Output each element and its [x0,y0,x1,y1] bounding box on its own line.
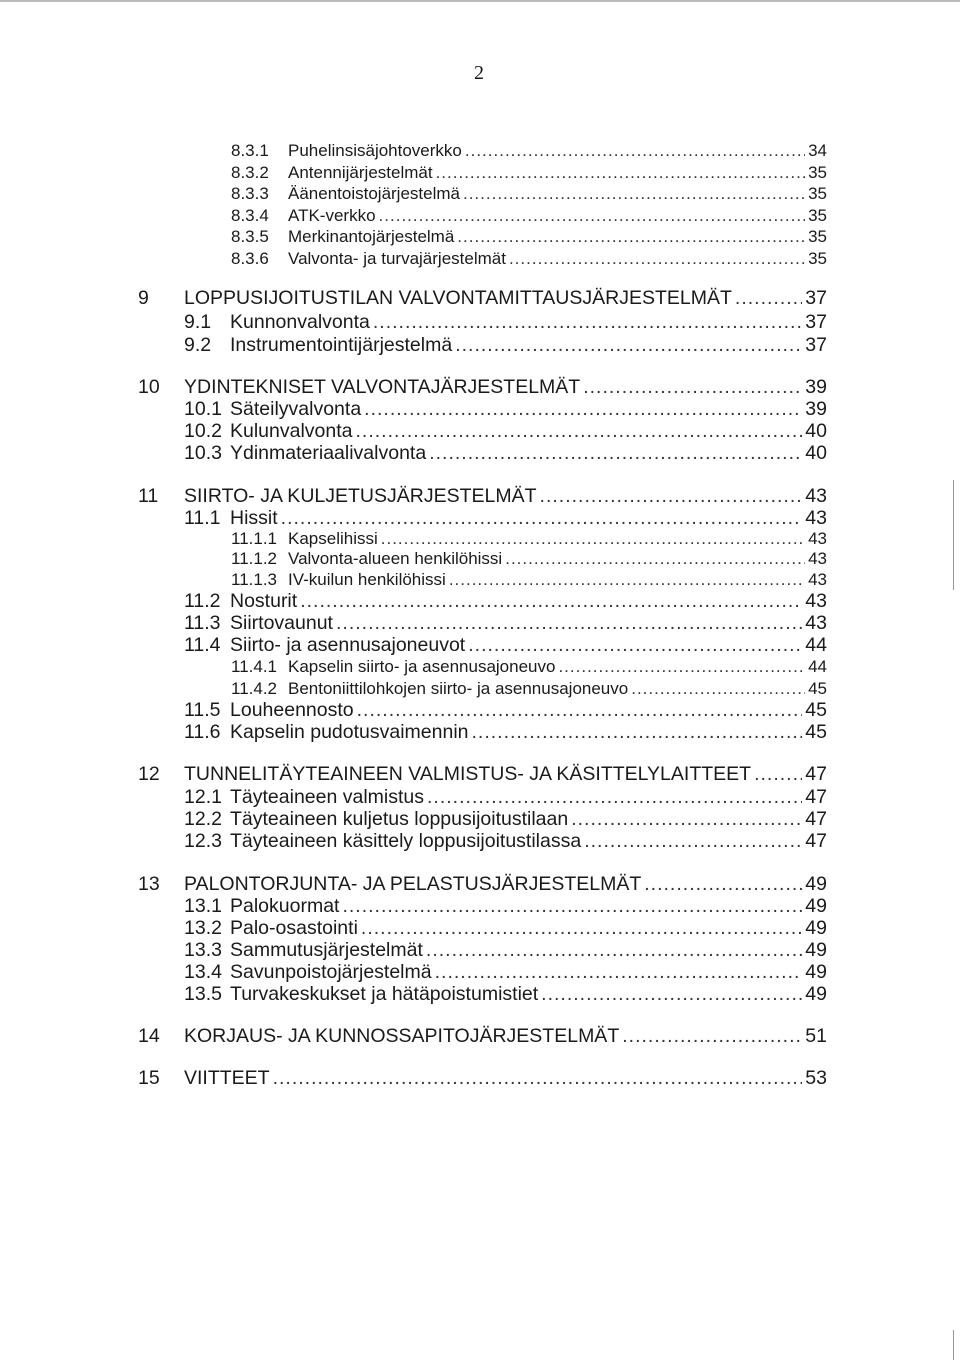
toc-entry[interactable] [138,487,827,507]
toc-entry-title: Kapselin pudotusvaimennin [230,721,469,743]
toc-entry-page: 53 [805,1067,827,1089]
toc-dot-leader [509,250,805,267]
toc-entry-page: 35 [808,184,827,203]
toc-entry[interactable] [231,250,827,267]
toc-entry[interactable] [184,832,827,852]
toc-dot-leader [468,636,802,656]
toc-entry-page: 43 [805,612,827,634]
toc-entry[interactable] [184,336,827,356]
toc-entry-number: 13.5 [184,983,222,1005]
toc-entry-page: 39 [805,398,827,420]
toc-entry-number: 13.3 [184,939,222,961]
toc-entry-number: 12.2 [184,808,222,830]
toc-entry-page: 47 [805,786,827,808]
toc-entry-title: Turvakeskukset ja hätäpoistumistiet [230,983,539,1005]
toc-entry-page: 37 [805,311,827,333]
toc-entry-page: 40 [805,420,827,442]
toc-entry[interactable] [184,897,827,917]
toc-entry-page: 47 [805,763,827,785]
toc-entry-title: Täyteaineen käsittely loppusijoitustilassa [230,830,582,852]
toc-entry[interactable] [184,509,827,529]
toc-entry-page: 49 [805,873,827,895]
toc-entry-number: 14 [138,1025,160,1047]
toc-entry-page: 43 [805,507,827,529]
toc-dot-leader [457,228,805,245]
toc-entry[interactable] [184,985,827,1005]
toc-entry-number: 8.3.2 [231,163,269,182]
toc-entry-number: 10.2 [184,420,222,442]
toc-entry-number: 9.1 [184,311,212,333]
toc-entry-number: 13.4 [184,961,222,983]
toc-dot-leader [379,207,806,224]
toc-entry[interactable] [231,680,827,697]
toc-entry[interactable] [231,571,827,588]
toc-dot-leader [381,530,805,547]
toc-entry-page: 35 [808,249,827,268]
toc-entry-page: 35 [808,163,827,182]
toc-dot-leader [584,832,802,852]
toc-entry[interactable] [184,723,827,743]
toc-entry[interactable] [231,185,827,202]
toc-entry-number: 12.1 [184,786,222,808]
toc-entry-page: 47 [805,830,827,852]
toc-entry-number: 11.1 [184,507,221,529]
toc-entry-page: 45 [808,679,827,698]
page-number: 2 [474,62,484,84]
toc-entry-page: 37 [805,334,827,356]
toc-entry-title: LOPPUSIJOITUSTILAN VALVONTAMITTAUSJÄRJESTELMÄT [184,287,732,309]
toc-entry-title: Kulunvalvonta [230,420,353,442]
toc-dot-leader [356,422,803,442]
toc-dot-leader [583,378,802,398]
toc-entry-title: Nosturit [230,590,298,612]
toc-entry-number: 9.2 [184,334,212,356]
toc-dot-leader [735,289,802,309]
toc-dot-leader [273,1069,803,1089]
toc-entry[interactable] [231,530,827,547]
toc-entry-number: 8.3.3 [231,184,269,203]
toc-entry-title: Siirtovaunut [230,612,333,634]
toc-entry-number: 11.4 [184,634,221,656]
toc-entry[interactable] [184,701,827,721]
toc-entry-page: 47 [805,808,827,830]
toc-dot-leader [281,509,803,529]
toc-entry-page: 37 [805,287,827,309]
toc-entry-page: 45 [805,721,827,743]
toc-entry[interactable] [138,289,827,309]
toc-entry-title: IV-kuilun henkilöhissi [288,570,446,589]
toc-entry-number: 11.4.1 [231,657,278,676]
toc-entry-number: 11.2 [184,590,221,612]
toc-dot-leader [571,810,802,830]
toc-entry-number: 13.1 [184,895,222,917]
toc-entry[interactable] [231,142,827,159]
toc-dot-leader [754,765,802,785]
toc-entry-title: Sammutusjärjestelmät [230,939,423,961]
toc-entry-number: 15 [138,1067,160,1089]
toc-entry-title: Palo-osastointi [230,917,358,939]
toc-entry[interactable] [138,1027,827,1047]
toc-entry-number: 8.3.4 [231,206,269,225]
toc-dot-leader [426,941,802,961]
toc-entry-title: Merkinantojärjestelmä [288,227,455,246]
toc-entry-page: 43 [805,590,827,612]
toc-dot-leader [540,487,803,507]
toc-entry-title: Kapselihissi [288,529,378,548]
toc-entry[interactable] [231,164,827,181]
toc-entry-number: 12.3 [184,830,222,852]
toc-dot-leader [300,592,802,612]
toc-entry-title: PALONTORJUNTA- JA PELASTUSJÄRJESTELMÄT [184,873,642,895]
toc-entry-title: ATK-verkko [288,206,376,225]
toc-dot-leader [455,336,802,356]
toc-entry-title: Instrumentointijärjestelmä [230,334,453,356]
toc-entry-page: 34 [808,141,827,160]
toc-entry-number: 12 [138,763,160,785]
toc-entry[interactable] [184,636,827,656]
toc-dot-leader [631,680,805,697]
toc-dot-leader [541,985,802,1005]
toc-entry-title: KORJAUS- JA KUNNOSSAPITOJÄRJESTELMÄT [184,1025,620,1047]
toc-entry-number: 11.5 [184,699,221,721]
toc-entry-number: 13.2 [184,917,222,939]
toc-entry-title: Siirto- ja asennusajoneuvot [230,634,466,656]
toc-entry-title: Äänentoistojärjestelmä [288,184,460,203]
toc-entry-title: VIITTEET [184,1067,270,1089]
toc-dot-leader [435,963,803,983]
toc-entry-number: 13 [138,873,160,895]
toc-dot-leader [622,1027,802,1047]
toc-entry[interactable] [231,550,827,567]
toc-entry-title: Valvonta- ja turvajärjestelmät [288,249,506,268]
toc-entry[interactable] [138,765,827,785]
toc-entry-page: 49 [805,895,827,917]
toc-entry-title: Hissit [230,507,278,529]
toc-entry-number: 11.3 [184,612,221,634]
toc-entry[interactable] [184,444,827,464]
toc-entry-page: 43 [805,485,827,507]
toc-entry-number: 10 [138,376,160,398]
toc-dot-leader [505,550,805,567]
toc-entry-page: 49 [805,917,827,939]
toc-entry-page: 40 [805,442,827,464]
toc-entry-page: 51 [805,1025,827,1047]
toc-entry-title: Täyteaineen valmistus [230,786,425,808]
toc-entry-number: 9 [138,287,149,309]
toc-dot-leader [463,185,805,202]
toc-entry-page: 35 [808,227,827,246]
toc-entry[interactable] [184,788,827,808]
toc-entry[interactable] [184,941,827,961]
toc-entry-title: Kunnonvalvonta [230,311,370,333]
toc-entry-title: SIIRTO- JA KULJETUSJÄRJESTELMÄT [184,485,537,507]
toc-entry-number: 11.4.2 [231,679,278,698]
toc-entry-page: 35 [808,206,827,225]
toc-entry-title: Antennijärjestelmät [288,163,433,182]
toc-entry[interactable] [184,919,827,939]
toc-entry-number: 11.6 [184,721,221,743]
toc-entry-page: 44 [808,657,827,676]
toc-entry-number: 11.1.1 [231,529,278,548]
toc-dot-leader [558,658,805,675]
toc-entry-title: Valvonta-alueen henkilöhissi [288,549,503,568]
toc-dot-leader [373,313,802,333]
toc-entry[interactable] [231,658,827,675]
toc-entry-number: 8.3.1 [231,141,269,160]
toc-entry-number: 8.3.6 [231,249,269,268]
toc-entry[interactable] [184,400,827,420]
toc-entry[interactable] [184,422,827,442]
toc-entry[interactable] [138,378,827,398]
toc-entry-page: 49 [805,961,827,983]
toc-entry[interactable] [184,313,827,333]
toc-dot-leader [465,142,805,159]
toc-entry-title: YDINTEKNISET VALVONTAJÄRJESTELMÄT [184,376,581,398]
toc-entry-page: 39 [805,376,827,398]
toc-entry[interactable] [231,228,827,245]
toc-dot-leader [342,897,802,917]
toc-entry[interactable] [184,963,827,983]
toc-entry-title: Kapselin siirto- ja asennusajoneuvo [288,657,556,676]
toc-entry-number: 8.3.5 [231,227,269,246]
toc-entry-title: Puhelinsisäjohtoverkko [288,141,462,160]
toc-entry[interactable] [138,875,827,895]
toc-entry-page: 43 [808,570,827,589]
toc-entry[interactable] [184,810,827,830]
toc-entry-title: Bentoniittilohkojen siirto- ja asennusajoneuvo [288,679,629,698]
toc-entry-number: 10.1 [184,398,222,420]
toc-dot-leader [427,788,802,808]
toc-entry-title: Savunpoistojärjestelmä [230,961,432,983]
toc-entry-title: Täyteaineen kuljetus loppusijoitustilaan [230,808,569,830]
toc-entry-page: 44 [805,634,827,656]
toc-entry-page: 43 [808,549,827,568]
toc-entry-number: 10.3 [184,442,222,464]
toc-entry[interactable] [231,207,827,224]
toc-dot-leader [429,444,802,464]
toc-entry-page: 43 [808,529,827,548]
toc-entry-title: Palokuormat [230,895,340,917]
toc-entry-title: Ydinmateriaalivalvonta [230,442,427,464]
toc-dot-leader [436,164,806,181]
toc-dot-leader [364,400,802,420]
toc-entry-title: Louheennosto [230,699,354,721]
toc-entry-page: 45 [805,699,827,721]
toc-dot-leader [336,614,802,634]
toc-entry-number: 11 [138,485,159,507]
toc-entry-number: 11.1.3 [231,570,278,589]
toc-entry[interactable] [138,1069,827,1089]
toc-dot-leader [361,919,802,939]
toc-dot-leader [644,875,802,895]
toc-dot-leader [357,701,803,721]
toc-entry-title: TUNNELITÄYTEAINEEN VALMISTUS- JA KÄSITTELYLAITTEET [184,763,752,785]
toc-entry[interactable] [184,592,827,612]
toc-dot-leader [472,723,803,743]
toc-dot-leader [449,571,805,588]
toc-entry[interactable] [184,614,827,634]
toc-entry-title: Säteilyvalvonta [230,398,362,420]
toc-entry-number: 11.1.2 [231,549,278,568]
toc-entry-page: 49 [805,939,827,961]
toc-entry-page: 49 [805,983,827,1005]
